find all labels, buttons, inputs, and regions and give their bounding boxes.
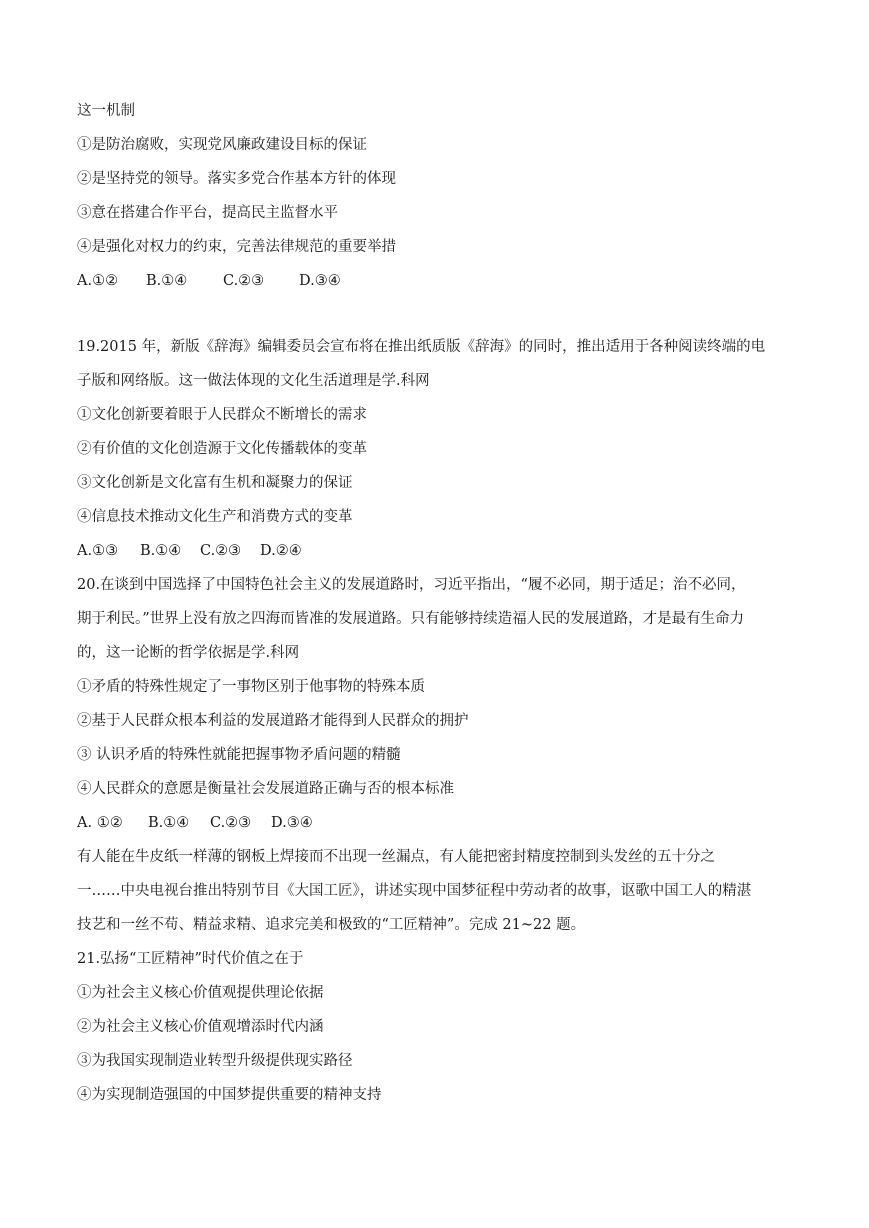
q18-options bbox=[77, 271, 341, 291]
q20-option-b: B.①④ bbox=[148, 815, 190, 831]
q18-option-d: D.③④ bbox=[299, 273, 341, 289]
q19-option-b: B.①④ bbox=[140, 543, 182, 559]
passage-line-3: 技艺和一丝不苟、精益求精、追求完美和极致的“工匠精神”。完成 21~22 题。 bbox=[77, 917, 586, 933]
q20-stem-line-3: 的，这一论断的哲学依据是学.科网 bbox=[77, 645, 300, 661]
q18-option-b: B.①④ bbox=[146, 273, 188, 289]
q20-item-1: ①矛盾的特殊性规定了一事物区别于他事物的特殊本质 bbox=[77, 679, 425, 695]
q19-stem-line-2: 子版和网络版。这一做法体现的文化生活道理是学.科网 bbox=[77, 373, 430, 389]
q19-option-d: D.②④ bbox=[260, 543, 302, 559]
q19-options bbox=[77, 541, 302, 561]
passage-line-1: 有人能在牛皮纸一样薄的钢板上焊接而不出现一丝漏点，有人能把密封精度控制到头发丝的五十分之 bbox=[77, 849, 715, 865]
q18-option-c: C.②③ bbox=[223, 273, 265, 289]
q18-item-3: ③意在搭建合作平台，提高民主监督水平 bbox=[77, 205, 338, 221]
q19-item-3: ③文化创新是文化富有生机和凝聚力的保证 bbox=[77, 475, 353, 491]
q19-item-2: ②有价值的文化创造源于文化传播载体的变革 bbox=[77, 441, 367, 457]
q18-option-a: A.①② bbox=[77, 273, 119, 289]
q21-item-3: ③为我国实现制造业转型升级提供现实路径 bbox=[77, 1053, 353, 1069]
q20-item-4: ④人民群众的意愿是衡量社会发展道路正确与否的根本标准 bbox=[77, 781, 454, 797]
passage-line-2: 一……中央电视台推出特别节目《大国工匠》，讲述实现中国梦征程中劳动者的故事，讴歌中国工人的精湛 bbox=[77, 883, 752, 899]
q19-option-a: A.①③ bbox=[77, 543, 119, 559]
q21-item-2: ②为社会主义核心价值观增添时代内涵 bbox=[77, 1019, 324, 1035]
q20-options bbox=[77, 813, 313, 833]
q19-item-1: ①文化创新要着眼于人民群众不断增长的需求 bbox=[77, 407, 367, 423]
q20-stem-line-2: 期于利民。”世界上没有放之四海而皆准的发展道路。只有能够持续造福人民的发展道路，才是最有生命力 bbox=[77, 611, 745, 627]
q20-item-3: ③ 认识矛盾的特殊性就能把握事物矛盾问题的精髓 bbox=[77, 747, 401, 763]
q21-item-4: ④为实现制造强国的中国梦提供重要的精神支持 bbox=[77, 1087, 382, 1103]
q20-option-a: A. ①② bbox=[77, 815, 123, 831]
q19-stem-line-1: 19.2015 年，新版《辞海》编辑委员会宣布将在推出纸质版《辞海》的同时，推出适用于各种阅读终端的电 bbox=[77, 339, 766, 355]
q18-item-1: ①是防治腐败，实现党风廉政建设目标的保证 bbox=[77, 137, 367, 153]
q20-option-c: C.②③ bbox=[210, 815, 252, 831]
q18-item-2: ②是坚持党的领导。落实多党合作基本方针的体现 bbox=[77, 171, 396, 187]
q19-item-4: ④信息技术推动文化生产和消费方式的变革 bbox=[77, 509, 353, 525]
q20-stem-line-1: 20.在谈到中国选择了中国特色社会主义的发展道路时，习近平指出，“履不必同，期于适足；治不必同， bbox=[77, 577, 746, 593]
q21-item-1: ①为社会主义核心价值观提供理论依据 bbox=[77, 985, 324, 1001]
q20-item-2: ②基于人民群众根本利益的发展道路才能得到人民群众的拥护 bbox=[77, 713, 469, 729]
q18-item-4: ④是强化对权力的约束，完善法律规范的重要举措 bbox=[77, 239, 396, 255]
q21-stem: 21.弘扬“工匠精神”时代价值之在于 bbox=[77, 951, 304, 967]
q20-option-d: D.③④ bbox=[271, 815, 313, 831]
q18-stem-end: 这一机制 bbox=[77, 103, 135, 119]
q19-option-c: C.②③ bbox=[200, 543, 242, 559]
